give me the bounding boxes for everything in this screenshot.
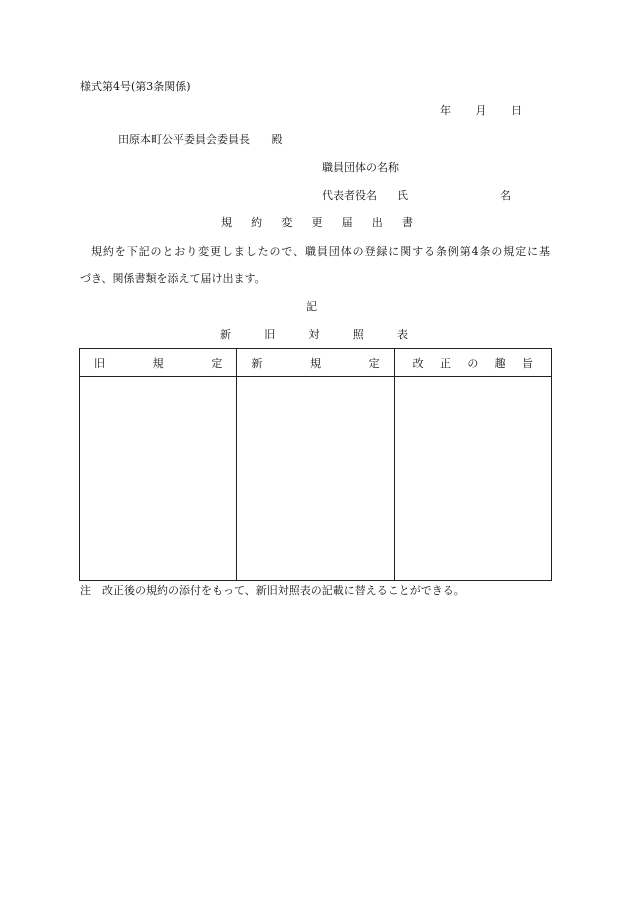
body-text-line-1: 規約を下記のとおり変更しましたので、職員団体の登録に関する条例第4条の規定に基 (91, 245, 550, 258)
cell-revision-purpose[interactable] (394, 377, 551, 581)
header-revision-purpose (394, 349, 551, 377)
document-title-char: 更 (311, 216, 323, 229)
date-day: 日 (511, 104, 522, 117)
document-title-char: 規 (221, 216, 232, 229)
header-new-provision (237, 349, 394, 377)
footnote: 注 改正後の規約の添付をもって、新旧対照表の記載に替えることができる。 (80, 584, 465, 597)
table-title-char: 対 (308, 328, 320, 341)
header-char: 定 (211, 356, 223, 370)
representative-mei: 名 (500, 189, 511, 202)
header-char: 趣 (494, 356, 506, 370)
table-title-char: 照 (352, 328, 364, 341)
header-char: 規 (152, 356, 164, 370)
ki-heading: 記 (306, 300, 317, 313)
document-title (221, 216, 413, 230)
table-title (220, 328, 408, 342)
document-title-char: 書 (401, 216, 413, 229)
org-name-label: 職員団体の名称 (322, 161, 399, 174)
document-title-char: 約 (251, 216, 263, 229)
document-title-char: 出 (371, 216, 383, 229)
body-text-line-2: づき、関係書類を添えて届け出ます。 (80, 272, 266, 285)
header-char: 改 (412, 356, 424, 370)
table-title-char: 表 (397, 328, 408, 341)
header-char: 旧 (94, 356, 105, 370)
representative-shi: 氏 (397, 189, 408, 202)
date-line (440, 104, 522, 118)
representative-line (322, 189, 512, 203)
addressee-name: 田原本町公平委員会委員長 (118, 133, 250, 146)
table-body-row (80, 377, 552, 581)
date-year: 年 (440, 104, 451, 117)
header-char: の (467, 356, 479, 370)
header-char: 旨 (521, 356, 533, 370)
form-label: 様式第4号(第3条関係) (80, 80, 191, 93)
cell-new-provision[interactable] (237, 377, 394, 581)
header-char: 規 (309, 356, 321, 370)
header-char: 新 (251, 356, 263, 370)
header-char: 定 (368, 356, 380, 370)
addressee-honorific: 殿 (271, 133, 283, 146)
document-title-char: 変 (281, 216, 293, 229)
table-header-row (80, 349, 552, 377)
table-title-char: 旧 (264, 328, 276, 341)
table-title-char: 新 (220, 328, 231, 341)
header-char: 正 (439, 356, 451, 370)
addressee (118, 133, 283, 147)
date-month: 月 (475, 104, 487, 117)
cell-old-provision[interactable] (80, 377, 237, 581)
representative-title: 代表者役名 (322, 189, 377, 202)
comparison-table (79, 348, 552, 581)
document-title-char: 届 (341, 216, 353, 229)
header-old-provision (80, 349, 237, 377)
